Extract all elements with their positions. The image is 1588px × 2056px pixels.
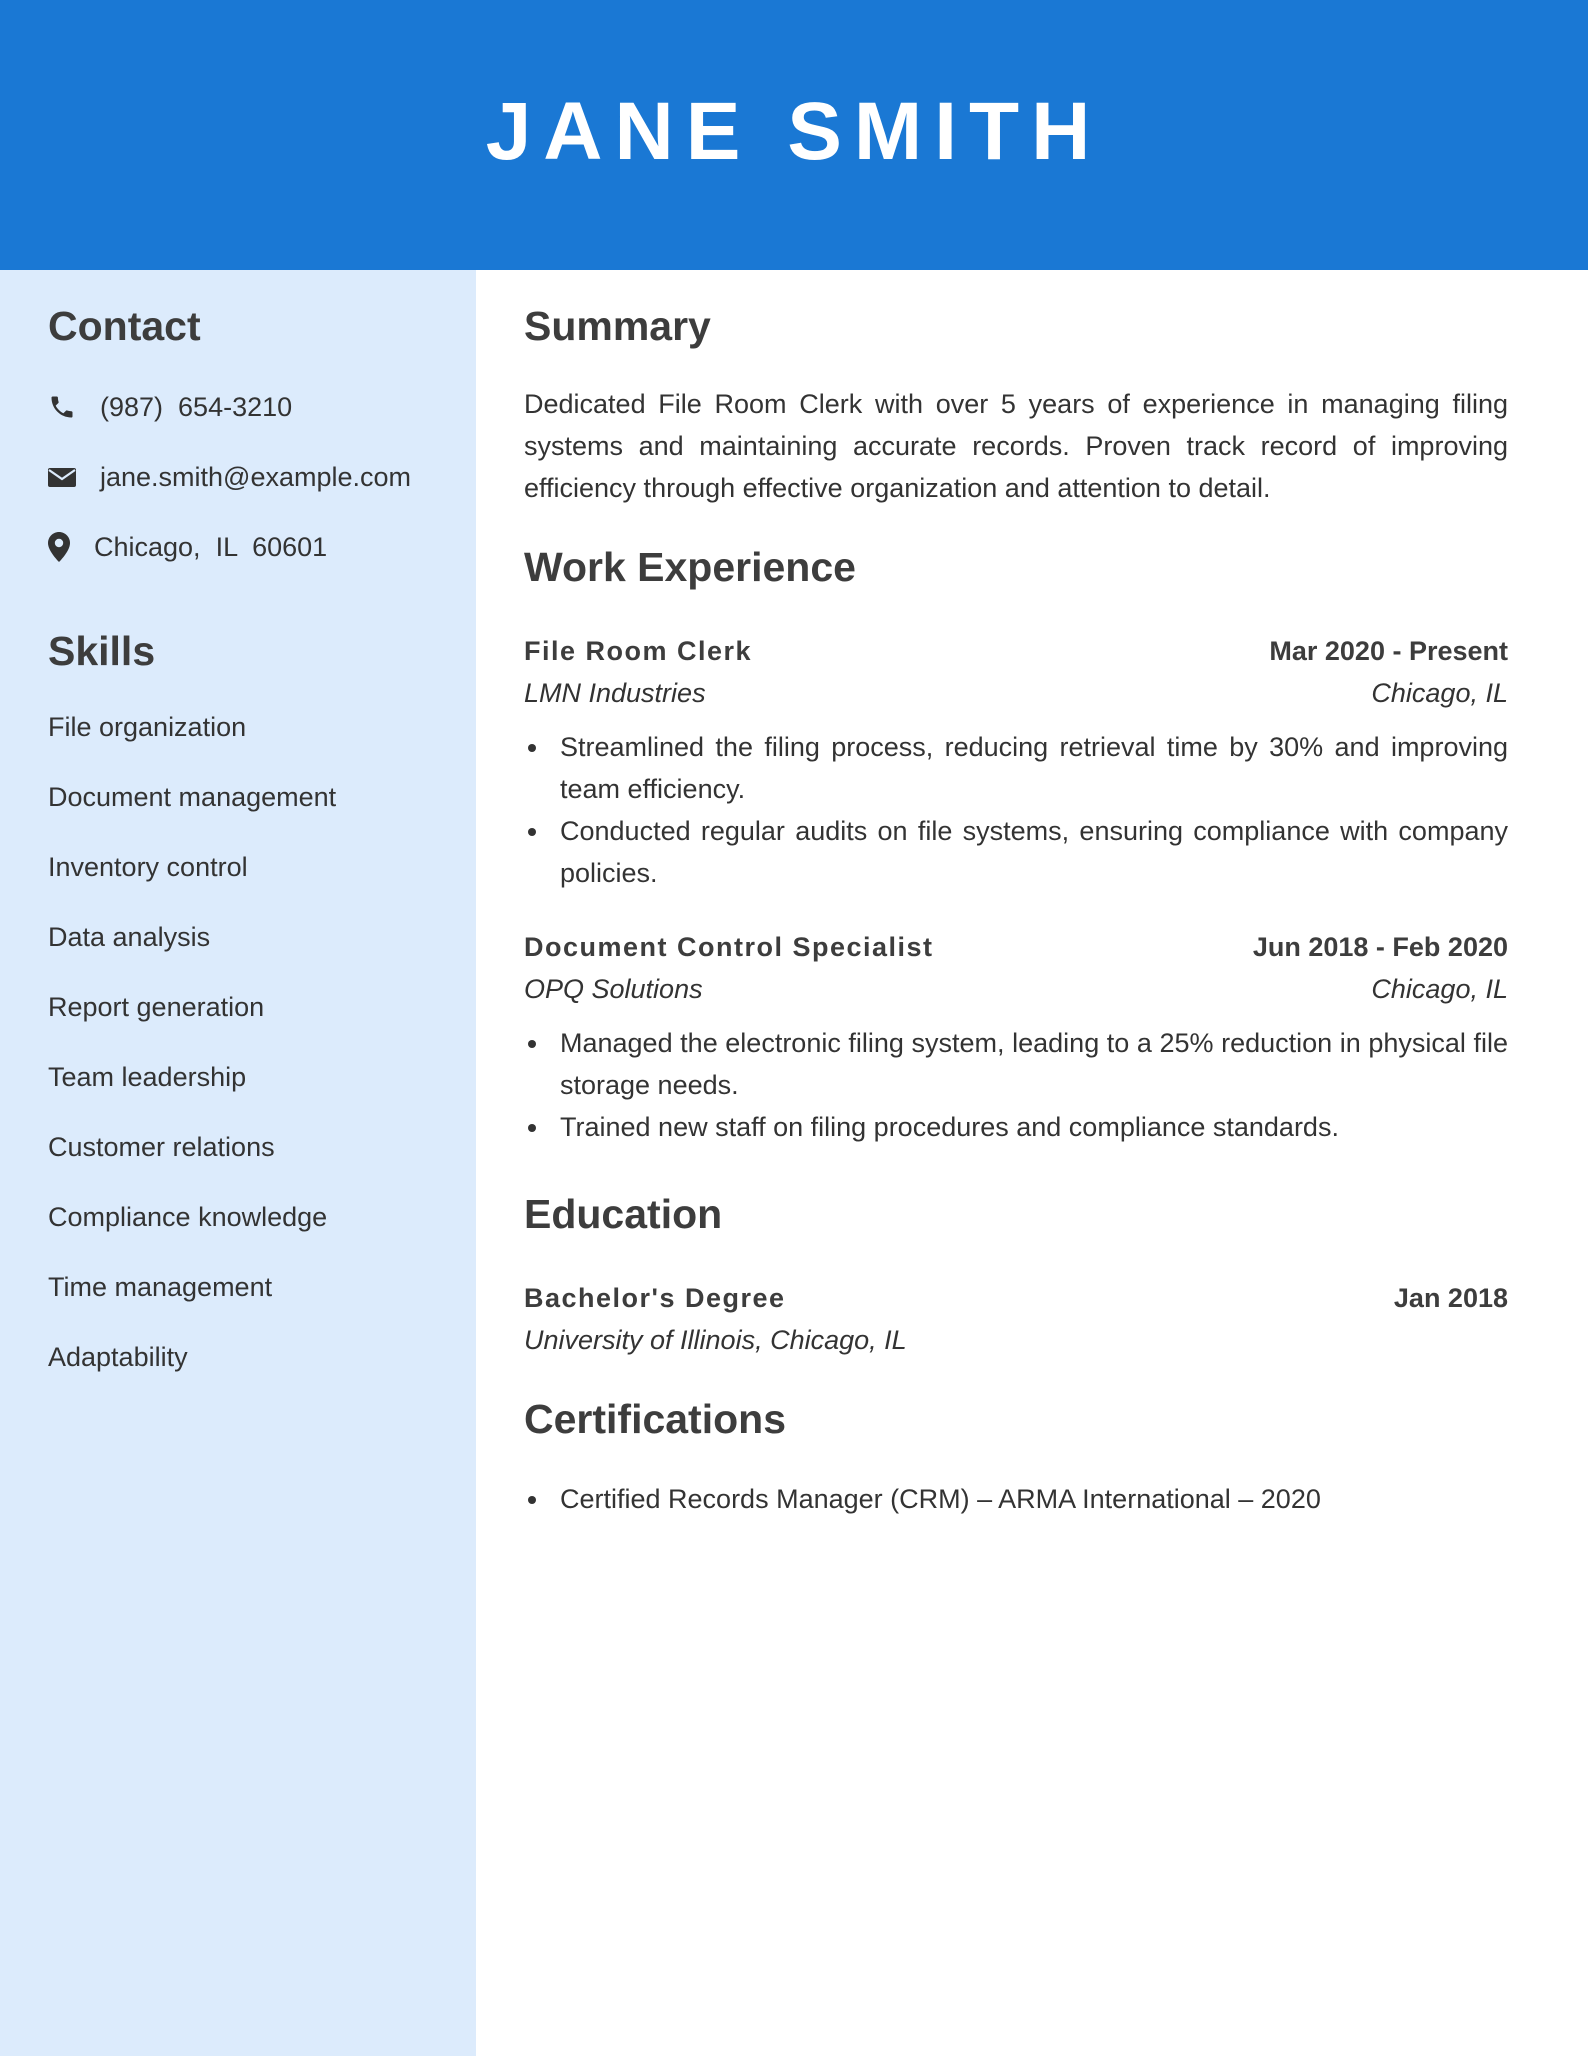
skills-list — [48, 709, 428, 1375]
work-experience-heading: Work Experience — [524, 544, 856, 591]
resume-header — [0, 0, 1588, 270]
contact-phone — [48, 389, 428, 425]
skills-heading: Skills — [48, 628, 156, 675]
contact-heading: Contact — [48, 303, 201, 349]
skill-item: Adaptability — [48, 1342, 188, 1373]
contact-list — [48, 389, 428, 565]
contact-email — [48, 459, 428, 495]
job-bullets — [524, 1022, 1508, 1148]
education-heading: Education — [524, 1191, 723, 1238]
job-dates: Jun 2018 - Feb 2020 — [1252, 932, 1508, 963]
job-bullet: Trained new staff on filing procedures and compliance standards. — [524, 1106, 1508, 1148]
job-entry — [524, 926, 1508, 1148]
job-dates: Mar 2020 - Present — [1269, 636, 1508, 667]
summary-heading: Summary — [524, 303, 711, 349]
contact-location — [48, 529, 428, 565]
job-company: OPQ Solutions — [524, 974, 703, 1005]
sidebar — [0, 270, 476, 2056]
job-company: LMN Industries — [524, 678, 706, 709]
job-title: Document Control Specialist — [524, 932, 934, 963]
skill-item: File organization — [48, 712, 247, 743]
education-date: Jan 2018 — [1393, 1283, 1508, 1314]
map-pin-icon — [48, 532, 78, 562]
contact-location-text: Chicago, IL 60601 — [94, 531, 328, 562]
certifications-list — [524, 1478, 1508, 1520]
job-bullet: Conducted regular audits on file systems, ensuring compliance with company policies. — [524, 810, 1508, 894]
candidate-name: JANE SMITH — [485, 86, 1103, 177]
contact-phone-text: (987) 654-3210 — [100, 391, 293, 422]
job-bullet: Streamlined the filing process, reducing retrieval time by 30% and improving team efficiency. — [524, 726, 1508, 810]
education-entry — [524, 1277, 1508, 1361]
envelope-icon — [48, 462, 78, 492]
degree: Bachelor's Degree — [524, 1283, 786, 1314]
job-bullet: Managed the electronic filing system, leading to a 25% reduction in physical file storage needs. — [524, 1022, 1508, 1106]
skill-item: Inventory control — [48, 852, 248, 883]
skill-item: Compliance knowledge — [48, 1202, 328, 1233]
certifications-heading: Certifications — [524, 1396, 786, 1443]
skill-item: Team leadership — [48, 1062, 247, 1093]
school: University of Illinois, Chicago, IL — [524, 1325, 907, 1356]
main-content — [524, 270, 1508, 1520]
skill-item: Document management — [48, 782, 337, 813]
skill-item: Customer relations — [48, 1132, 275, 1163]
job-entry — [524, 630, 1508, 894]
contact-email-text: jane.smith@example.com — [100, 461, 412, 492]
skill-item: Data analysis — [48, 922, 211, 953]
skill-item: Time management — [48, 1272, 273, 1303]
job-location: Chicago, IL — [1371, 974, 1508, 1005]
summary-text: Dedicated File Room Clerk with over 5 years of experience in managing filing systems and maintaining accurate records. Proven track record of improving efficiency through effective organization and attention to detail. — [524, 389, 1508, 504]
job-title: File Room Clerk — [524, 636, 753, 667]
job-location: Chicago, IL — [1371, 678, 1508, 709]
skill-item: Report generation — [48, 992, 265, 1023]
certification-item: Certified Records Manager (CRM) – ARMA International – 2020 — [524, 1478, 1508, 1520]
phone-icon — [48, 392, 78, 422]
job-bullets — [524, 726, 1508, 894]
